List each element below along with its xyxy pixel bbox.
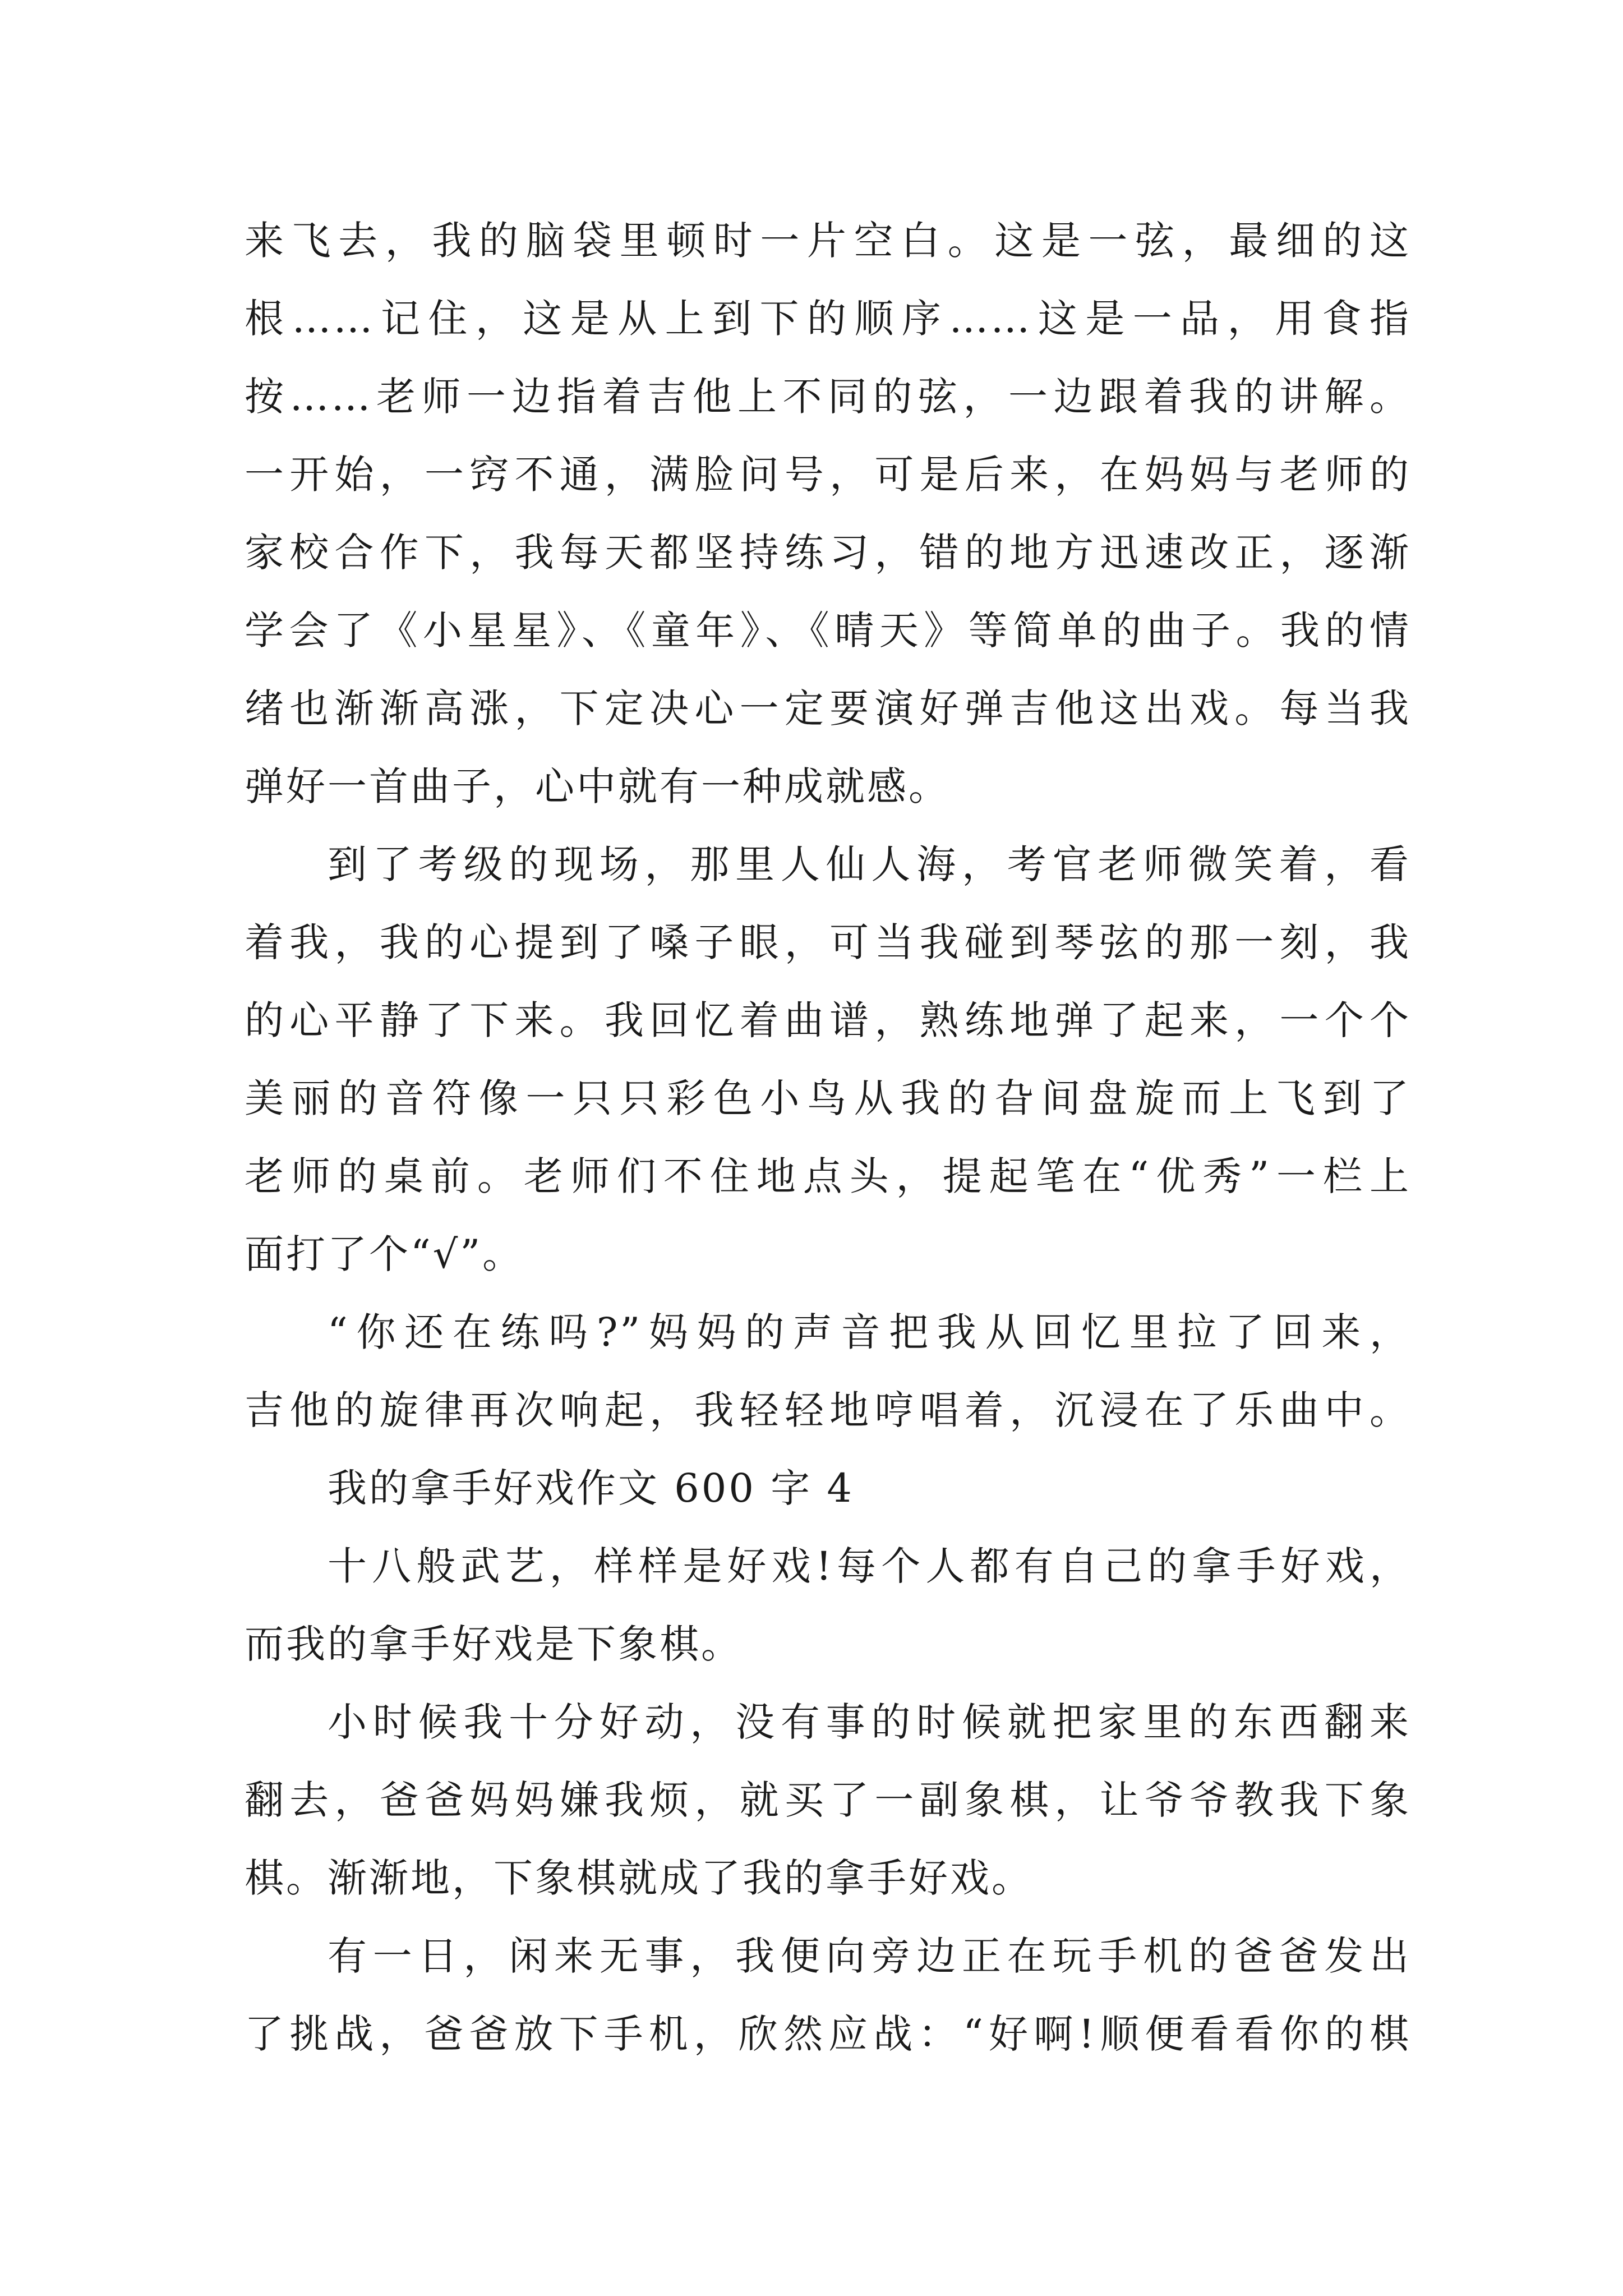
text-line: 面打了个“√”。 — [245, 1231, 524, 1277]
text-line: 我的拿手好戏作文 600 字 4 — [328, 1465, 854, 1511]
text-line: 着我，我的心提到了嗓子眼，可当我碰到琴弦的那一刻，我 — [245, 919, 1411, 965]
text-line: 弹好一首曲子，心中就有一种成就感。 — [245, 763, 950, 809]
text-line: 有一日，闲来无事，我便向旁边正在玩手机的爸爸发出 — [328, 1933, 1411, 1979]
text-line: 绪也渐渐高涨，下定决心一定要演好弹吉他这出戏。每当我 — [245, 685, 1411, 731]
text-line: 美丽的音符像一只只彩色小鸟从我的旮间盘旋而上飞到了 — [245, 1075, 1411, 1121]
text-line: 十八般武艺，样样是好戏!每个人都有自己的拿手好戏， — [328, 1543, 1411, 1589]
text-line: 根……记住，这是从上到下的顺序……这是一品，用食指 — [245, 296, 1411, 342]
text-line: “你还在练吗?”妈妈的声音把我从回忆里拉了回来， — [328, 1309, 1411, 1355]
text-line: 的心平静了下来。我回忆着曲谱，熟练地弹了起来，一个个 — [245, 997, 1411, 1043]
text-line: 小时候我十分好动，没有事的时候就把家里的东西翻来 — [328, 1699, 1411, 1745]
text-line: 学会了《小星星》、《童年》、《晴天》等简单的曲子。我的情 — [245, 608, 1411, 654]
essay-text — [245, 202, 1411, 2073]
text-line: 来飞去，我的脑袋里顿时一片空白。这是一弦，最细的这 — [245, 218, 1411, 264]
text-line: 按……老师一边指着吉他上不同的弦，一边跟着我的讲解。 — [245, 374, 1411, 420]
text-line: 棋。渐渐地，下象棋就成了我的拿手好戏。 — [245, 1855, 1033, 1901]
text-line: 吉他的旋律再次响起，我轻轻地哼唱着，沉浸在了乐曲中。 — [245, 1387, 1411, 1433]
text-line: 了挑战，爸爸放下手机，欣然应战：“好啊!顺便看看你的棋 — [245, 2011, 1411, 2057]
text-line: 老师的桌前。老师们不住地点头，提起笔在“优秀”一栏上 — [245, 1153, 1411, 1199]
text-line: 家校合作下，我每天都坚持练习，错的地方迅速改正，逐渐 — [245, 530, 1411, 576]
text-line: 而我的拿手好戏是下象棋。 — [245, 1621, 743, 1667]
text-line: 翻去，爸爸妈妈嫌我烦，就买了一副象棋，让爷爷教我下象 — [245, 1777, 1411, 1823]
text-line: 一开始，一窍不通，满脸问号，可是后来，在妈妈与老师的 — [245, 452, 1411, 498]
text-line: 到了考级的现场，那里人仙人海，考官老师微笑着，看 — [328, 841, 1411, 887]
